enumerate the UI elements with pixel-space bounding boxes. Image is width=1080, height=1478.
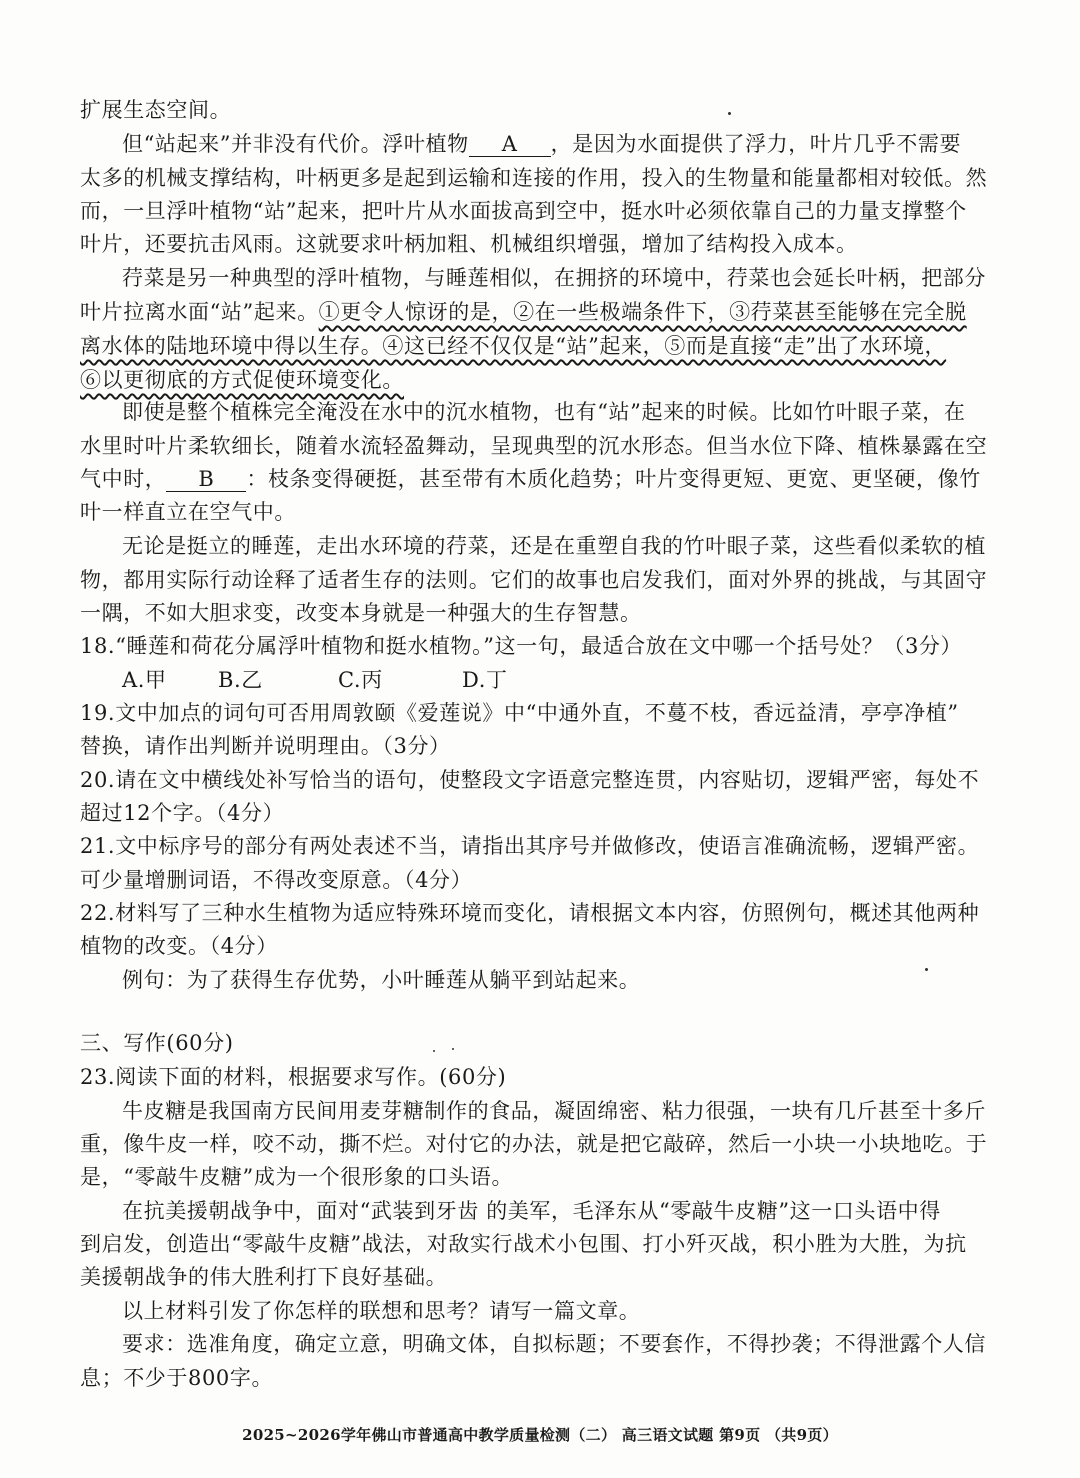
text-line-wavy (80, 366, 404, 394)
text-line-wavy (80, 298, 967, 326)
question-18: 18.“睡莲和荷花分属浮叶植物和挺水植物。”这一句，最适合放在文中哪一个括号处？（3分） (80, 634, 963, 658)
text-line: 美援朝战争的伟大胜利打下良好基础。 (80, 1265, 448, 1289)
option-a: A.甲 (122, 668, 167, 692)
text-line: 荇菜是另一种典型的浮叶植物，与睡莲相似，在拥挤的环境中，荇菜也会延长叶柄，把部分 (122, 266, 986, 290)
numbered-sentence: 离水体的陆地环境中得以生存。④这已经不仅仅是“站”起来，⑤而是直接“走”出了水环境， (80, 334, 947, 358)
text-line: 太多的机械支撑结构，叶柄更多是起到运输和连接的作用，投入的生物量和能量都相对较低。然 (80, 166, 988, 190)
text-line: 而，一旦浮叶植物“站”起来，把叶片从水面拔高到空中，挺水叶必须依靠自己的力量支撑整个 (80, 199, 967, 223)
blank-b: B (166, 467, 246, 492)
question-21: 21.文中标序号的部分有两处表述不当，请指出其序号并做修改，使语言准确流畅，逻辑严密。 (80, 834, 980, 858)
text-line: 无论是挺立的睡莲，走出水环境的荇菜，还是在重塑自我的竹叶眼子菜，这些看似柔软的植 (122, 534, 986, 558)
question-22-cont: 植物的改变。（4分） (80, 934, 278, 958)
requirements-cont: 息；不少于800字。 (80, 1366, 274, 1390)
text-line: 扩展生态空间。 (80, 98, 232, 122)
blank-a: A (469, 132, 551, 157)
text-line: 牛皮糖是我国南方民间用麦芽糖制作的食品，凝固绵密、粘力很强，一块有几斤甚至十多斤 (122, 1099, 986, 1123)
text-line: 是，“零敲牛皮糖”成为一个很形象的口头语。 (80, 1165, 514, 1189)
question-22-example: 例句：为了获得生存优势，小叶睡莲从躺平到站起来。 (122, 968, 641, 992)
text-line: 水里时叶片柔软细长，随着水流轻盈舞动，呈现典型的沉水形态。但当水位下降、植株暴露在空 (80, 434, 988, 458)
page-footer: 2025~2026学年佛山市普通高中教学质量检测（二） 高三语文试题 第9页 （共9页） (242, 1426, 838, 1444)
option-b: B.乙 (218, 668, 263, 692)
text-fragment: ，是因为水面提供了浮力，叶片几乎不需要 (550, 132, 962, 156)
question-18-options (122, 666, 508, 694)
question-22: 22.材料写了三种水生植物为适应特殊环境而变化，请根据文本内容，仿照例句，概述其他两种 (80, 901, 980, 925)
option-d: D.丁 (462, 668, 508, 692)
question-23: 23.阅读下面的材料，根据要求写作。(60分) (80, 1065, 507, 1089)
text-fragment: ：枝条变得硬挺，甚至带有木质化趋势；叶片变得更短、更宽、更坚硬，像竹 (246, 467, 981, 491)
numbered-sentence: ①更令人惊讶的是，②在一些极端条件下，③荇菜甚至能够在完全脱 (318, 300, 967, 324)
question-20: 20.请在文中横线处补写恰当的语句，使整段文字语意完整连贯，内容贴切，逻辑严密，每处不 (80, 768, 980, 792)
scan-speck (925, 968, 928, 971)
text-line: 叶片，还要抗击风雨。这就要求叶柄加粗、机械组织增强，增加了结构投入成本。 (80, 232, 858, 256)
text-fragment: 气中时， (80, 467, 167, 491)
text-line: 到启发，创造出“零敲牛皮糖”战法，对敌实行战术小包围、打小歼灭战，积小胜为大胜，为抗 (80, 1232, 967, 1256)
text-fragment: 叶片拉离水面“站”起来。 (80, 300, 319, 324)
question-19-cont: 替换，请作出判断并说明理由。（3分） (80, 734, 451, 758)
text-line-with-blank-a (122, 130, 961, 158)
question-20-cont: 超过12个字。（4分） (80, 801, 285, 825)
text-line: 物，都用实际行动诠释了适者生存的法则。它们的故事也启发我们，面对外界的挑战，与其固守 (80, 568, 988, 592)
section-title-writing: 三、写作(60分) (80, 1031, 234, 1055)
question-21-cont: 可少量增删词语，不得改变原意。（4分） (80, 868, 473, 892)
requirements: 要求：选准角度，确定立意，明确文体，自拟标题；不要套作，不得抄袭；不得泄露个人信 (122, 1332, 986, 1356)
text-line: 叶一样直立在空气中。 (80, 500, 296, 524)
text-line: 即使是整个植株完全淹没在水中的沉水植物，也有“站”起来的时候。比如竹叶眼子菜，在 (122, 400, 966, 424)
text-fragment: 但“站起来”并非没有代价。浮叶植物 (122, 132, 469, 156)
numbered-sentence: ⑥以更彻底的方式促使环境变化。 (80, 368, 404, 392)
text-line: 一隅，不如大胆求变，改变本身就是一种强大的生存智慧。 (80, 601, 642, 625)
scan-speck (452, 1048, 454, 1050)
text-line-with-blank-b (80, 465, 981, 493)
text-line: 在抗美援朝战争中，面对“武装到牙齿 的美军，毛泽东从“零敲牛皮糖”这一口头语中得 (122, 1199, 941, 1223)
scan-speck (433, 1050, 435, 1052)
scan-speck (728, 112, 731, 115)
text-line-wavy (80, 332, 946, 360)
text-line: 以上材料引发了你怎样的联想和思考？请写一篇文章。 (122, 1299, 641, 1323)
option-c: C.丙 (338, 668, 383, 692)
text-line: 重，像牛皮一样，咬不动，撕不烂。对付它的办法，就是把它敲碎，然后一小块一小块地吃。于 (80, 1132, 988, 1156)
question-19: 19.文中加点的词句可否用周敦颐《爱莲说》中“中通外直，不蔓不枝，香远益清，亭亭净植” (80, 701, 959, 725)
